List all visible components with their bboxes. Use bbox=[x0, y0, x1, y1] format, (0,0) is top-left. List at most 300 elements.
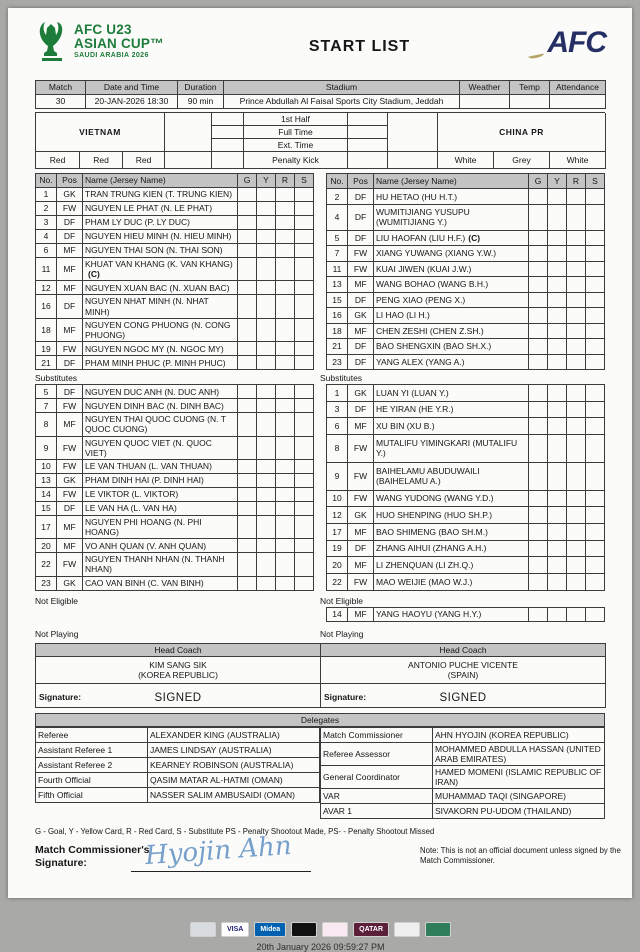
player-position: DF bbox=[57, 230, 83, 244]
cell-red bbox=[567, 339, 586, 354]
player-number: 23 bbox=[327, 354, 348, 370]
col-name: Name (Jersey Name) bbox=[374, 174, 529, 189]
player-row bbox=[36, 318, 314, 341]
player-number: 21 bbox=[327, 339, 348, 354]
player-position: MF bbox=[57, 539, 83, 553]
cell-yellow bbox=[257, 539, 276, 553]
player-name: LE VIKTOR (L. VIKTOR) bbox=[83, 487, 238, 501]
cell-goal bbox=[238, 202, 257, 216]
player-number: 15 bbox=[36, 501, 57, 515]
away-coach-country: (SPAIN) bbox=[447, 669, 479, 680]
cell-yellow bbox=[257, 459, 276, 473]
sponsor-logo bbox=[190, 922, 216, 937]
player-number: 12 bbox=[36, 281, 57, 295]
cell-yellow bbox=[257, 576, 276, 590]
cell-goal bbox=[529, 418, 548, 435]
player-number: 1 bbox=[36, 188, 57, 202]
cell-yellow bbox=[548, 292, 567, 307]
delegate-role: Fifth Official bbox=[36, 787, 148, 802]
grid-gap-left bbox=[165, 113, 212, 152]
player-number: 22 bbox=[36, 553, 57, 576]
cell-red bbox=[276, 295, 295, 318]
cell-yellow bbox=[548, 523, 567, 540]
cell-sub bbox=[295, 385, 314, 399]
cell-red bbox=[567, 540, 586, 557]
cell-goal bbox=[529, 277, 548, 292]
cell-red bbox=[567, 354, 586, 370]
player-position: FW bbox=[348, 261, 374, 276]
home-subs-table bbox=[35, 384, 314, 591]
delegate-name: MOHAMMED ABDULLA HASSAN (UNITED ARAB EMIRATES) bbox=[433, 742, 605, 765]
tournament-logo-text bbox=[74, 20, 164, 64]
signature-row bbox=[36, 683, 606, 707]
col-pos: Pos bbox=[57, 174, 83, 188]
cell-sub bbox=[295, 436, 314, 459]
player-position: GK bbox=[348, 507, 374, 524]
player-number: 5 bbox=[36, 385, 57, 399]
player-number: 1 bbox=[327, 385, 348, 402]
cell-yellow bbox=[548, 490, 567, 507]
not-playing-labels bbox=[35, 629, 605, 639]
tournament-name-line2: ASIAN CUP™ bbox=[74, 35, 164, 51]
sponsor-logo bbox=[322, 922, 348, 937]
player-name: KHUAT VAN KHANG (K. VAN KHANG)(C) bbox=[83, 258, 238, 281]
player-number: 18 bbox=[36, 318, 57, 341]
player-row bbox=[327, 261, 605, 276]
player-row bbox=[36, 487, 314, 501]
cell-goal bbox=[529, 401, 548, 418]
roster-header-row bbox=[327, 174, 605, 189]
cell-red bbox=[567, 418, 586, 435]
period-penalty-kick: Penalty Kick bbox=[244, 152, 348, 169]
player-number: 20 bbox=[327, 557, 348, 574]
cell-red bbox=[276, 413, 295, 436]
cell-red bbox=[567, 435, 586, 463]
player-number: 2 bbox=[327, 189, 348, 204]
player-name: ZHANG AIHUI (ZHANG A.H.) bbox=[374, 540, 529, 557]
grid-gap-right bbox=[388, 113, 438, 152]
player-position: MF bbox=[57, 258, 83, 281]
cell-goal bbox=[529, 540, 548, 557]
cell-yellow bbox=[257, 487, 276, 501]
cell-sub bbox=[586, 385, 605, 402]
player-number: 6 bbox=[36, 244, 57, 258]
cell-sub bbox=[586, 354, 605, 370]
cell-yellow bbox=[257, 216, 276, 230]
player-position: MF bbox=[348, 557, 374, 574]
player-row bbox=[36, 342, 314, 356]
player-number: 4 bbox=[327, 204, 348, 230]
cell-yellow bbox=[548, 204, 567, 230]
home-coach-name: KIM SANG SIK bbox=[149, 659, 207, 670]
player-number: 14 bbox=[327, 607, 348, 621]
cell-yellow bbox=[548, 354, 567, 370]
cell-sub bbox=[586, 523, 605, 540]
match-weather bbox=[460, 95, 510, 109]
cell-goal bbox=[238, 473, 257, 487]
away-kit-socks: White bbox=[550, 152, 606, 169]
cell-goal bbox=[529, 490, 548, 507]
cell-red bbox=[567, 573, 586, 590]
away-signed: SIGNED bbox=[439, 691, 487, 704]
cell-sub bbox=[295, 356, 314, 370]
player-number: 5 bbox=[327, 230, 348, 245]
delegate-name: JAMES LINDSAY (AUSTRALIA) bbox=[148, 742, 320, 757]
cell-yellow bbox=[257, 342, 276, 356]
cell-goal bbox=[238, 576, 257, 590]
player-number: 3 bbox=[36, 216, 57, 230]
player-name: BAO SHENGXIN (BAO SH.X.) bbox=[374, 339, 529, 354]
cell-goal bbox=[238, 385, 257, 399]
sponsor-strip bbox=[35, 922, 606, 937]
col-s: S bbox=[586, 174, 605, 189]
cell-yellow bbox=[548, 385, 567, 402]
col-g: G bbox=[238, 174, 257, 188]
player-name: LI HAO (LI H.) bbox=[374, 308, 529, 323]
delegate-row bbox=[36, 742, 320, 757]
cell-sub bbox=[295, 459, 314, 473]
player-name: BAIHELAMU ABUDUWAILI (BAIHELAMU A.) bbox=[374, 462, 529, 490]
player-row bbox=[36, 356, 314, 370]
cell-goal bbox=[238, 501, 257, 515]
delegate-name: SIVAKORN PU-UDOM (THAILAND) bbox=[433, 804, 605, 819]
player-row bbox=[327, 557, 605, 574]
player-position: MF bbox=[348, 607, 374, 621]
player-number: 9 bbox=[327, 462, 348, 490]
player-name: PENG XIAO (PENG X.) bbox=[374, 292, 529, 307]
cell-sub bbox=[295, 230, 314, 244]
player-row bbox=[327, 523, 605, 540]
home-score-penalty bbox=[212, 152, 244, 169]
player-name: NGUYEN QUOC VIET (N. QUOC VIET) bbox=[83, 436, 238, 459]
player-name: CHEN ZESHI (CHEN Z.SH.) bbox=[374, 323, 529, 338]
cell-red bbox=[276, 576, 295, 590]
cell-yellow bbox=[257, 385, 276, 399]
player-position: GK bbox=[348, 385, 374, 402]
cell-sub bbox=[586, 401, 605, 418]
col-no: No. bbox=[327, 174, 348, 189]
player-position: MF bbox=[57, 413, 83, 436]
cell-goal bbox=[238, 188, 257, 202]
sponsor-logo: QATAR bbox=[353, 922, 389, 937]
cell-sub bbox=[586, 462, 605, 490]
cell-sub bbox=[295, 576, 314, 590]
afc-logo-text: AFC bbox=[547, 26, 606, 59]
cell-red bbox=[567, 308, 586, 323]
away-not-eligible-label: Not Eligible bbox=[320, 595, 363, 606]
cell-sub bbox=[586, 246, 605, 261]
away-score-ext-time bbox=[348, 139, 388, 152]
cell-sub bbox=[295, 216, 314, 230]
teams-score-grid bbox=[35, 112, 605, 169]
player-number: 17 bbox=[327, 523, 348, 540]
match-attendance bbox=[550, 95, 606, 109]
cell-red bbox=[276, 385, 295, 399]
cell-yellow bbox=[548, 261, 567, 276]
cell-sub bbox=[295, 515, 314, 538]
player-number: 11 bbox=[36, 258, 57, 281]
cell-red bbox=[276, 553, 295, 576]
cell-sub bbox=[586, 435, 605, 463]
player-name: CAO VAN BINH (C. VAN BINH) bbox=[83, 576, 238, 590]
cell-sub bbox=[295, 399, 314, 413]
delegate-row bbox=[321, 804, 605, 819]
player-number: 15 bbox=[327, 292, 348, 307]
cell-red bbox=[567, 462, 586, 490]
away-kit-shirt: White bbox=[438, 152, 494, 169]
cell-yellow bbox=[548, 339, 567, 354]
player-position: DF bbox=[348, 189, 374, 204]
player-name: NGUYEN PHI HOANG (N. PHI HOANG) bbox=[83, 515, 238, 538]
cell-red bbox=[276, 244, 295, 258]
home-signature-cell bbox=[36, 683, 321, 707]
cell-red bbox=[276, 459, 295, 473]
cell-goal bbox=[238, 356, 257, 370]
match-stadium: Prince Abdullah Al Faisal Sports City Stadium, Jeddah bbox=[224, 95, 460, 109]
player-position: GK bbox=[57, 188, 83, 202]
player-row bbox=[36, 436, 314, 459]
print-timestamp: 20th January 2026 09:59:27 PM bbox=[256, 942, 385, 952]
cell-goal bbox=[238, 230, 257, 244]
cell-sub bbox=[586, 573, 605, 590]
player-name: LE VAN THUAN (L. VAN THUAN) bbox=[83, 459, 238, 473]
cell-sub bbox=[586, 292, 605, 307]
cell-goal bbox=[238, 318, 257, 341]
afc-logo-swoosh bbox=[528, 50, 545, 59]
player-position: MF bbox=[348, 323, 374, 338]
player-name: NGUYEN XUAN BAC (N. XUAN BAC) bbox=[83, 281, 238, 295]
delegate-name: AHN HYOJIN (KOREA REPUBLIC) bbox=[433, 727, 605, 742]
delegate-role: Assistant Referee 1 bbox=[36, 742, 148, 757]
cell-goal bbox=[529, 292, 548, 307]
delegate-role: Match Commissioner bbox=[321, 727, 433, 742]
sponsor-logo bbox=[394, 922, 420, 937]
home-kit-shirt: Red bbox=[36, 152, 80, 169]
cell-yellow bbox=[257, 399, 276, 413]
player-position: GK bbox=[348, 308, 374, 323]
player-name: NGUYEN HIEU MINH (N. HIEU MINH) bbox=[83, 230, 238, 244]
period-1st-half: 1st Half bbox=[244, 113, 348, 126]
player-position: DF bbox=[57, 295, 83, 318]
home-score-1st-half bbox=[212, 113, 244, 126]
cell-yellow bbox=[257, 188, 276, 202]
match-temp bbox=[510, 95, 550, 109]
delegates-header: Delegates bbox=[35, 713, 605, 727]
cell-red bbox=[276, 473, 295, 487]
page-title: START LIST bbox=[308, 38, 411, 55]
player-row bbox=[327, 490, 605, 507]
player-position: FW bbox=[57, 342, 83, 356]
cell-red bbox=[567, 323, 586, 338]
player-name: MAO WEIJIE (MAO W.J.) bbox=[374, 573, 529, 590]
cell-red bbox=[276, 501, 295, 515]
player-name: LI ZHENQUAN (LI ZH.Q.) bbox=[374, 557, 529, 574]
cell-goal bbox=[529, 189, 548, 204]
player-row bbox=[327, 385, 605, 402]
player-position: FW bbox=[348, 435, 374, 463]
player-position: DF bbox=[57, 356, 83, 370]
cell-goal bbox=[238, 342, 257, 356]
cell-sub bbox=[295, 188, 314, 202]
delegate-role: VAR bbox=[321, 789, 433, 804]
sponsor-logo: Midea bbox=[254, 922, 286, 937]
cell-red bbox=[276, 356, 295, 370]
player-row bbox=[327, 323, 605, 338]
col-y: Y bbox=[548, 174, 567, 189]
player-row bbox=[327, 540, 605, 557]
col-attendance: Attendance bbox=[550, 81, 606, 95]
cell-yellow bbox=[257, 413, 276, 436]
player-number: 3 bbox=[327, 401, 348, 418]
player-number: 12 bbox=[327, 507, 348, 524]
player-number: 2 bbox=[36, 202, 57, 216]
roster-header-row bbox=[36, 174, 314, 188]
sponsor-logo: VISA bbox=[221, 922, 249, 937]
cell-goal bbox=[529, 246, 548, 261]
delegate-row bbox=[321, 765, 605, 788]
player-position: DF bbox=[348, 540, 374, 557]
player-row bbox=[36, 473, 314, 487]
cell-goal bbox=[529, 308, 548, 323]
player-number: 21 bbox=[36, 356, 57, 370]
cell-red bbox=[567, 292, 586, 307]
cell-yellow bbox=[548, 277, 567, 292]
col-stadium: Stadium bbox=[224, 81, 460, 95]
away-head-coach-header: Head Coach bbox=[321, 643, 606, 656]
cell-red bbox=[567, 204, 586, 230]
cell-yellow bbox=[548, 246, 567, 261]
cell-goal bbox=[529, 435, 548, 463]
player-name: PHAM DINH HAI (P. DINH HAI) bbox=[83, 473, 238, 487]
col-no: No. bbox=[36, 174, 57, 188]
player-row bbox=[36, 413, 314, 436]
delegate-role: Assistant Referee 2 bbox=[36, 757, 148, 772]
player-row bbox=[327, 607, 605, 621]
legend-text: G - Goal, Y - Yellow Card, R - Red Card, S - Substitute PS - Penalty Shootout Made, PS- - Penalty Shootout Missed bbox=[35, 827, 435, 837]
not-eligible-band bbox=[35, 607, 605, 622]
player-name: NGUYEN THAI SON (N. THAI SON) bbox=[83, 244, 238, 258]
tournament-name-line1: AFC U23 bbox=[74, 22, 132, 37]
home-score-full-time bbox=[212, 126, 244, 139]
player-row bbox=[327, 401, 605, 418]
player-row bbox=[327, 189, 605, 204]
delegate-row bbox=[36, 772, 320, 787]
player-name: YANG ALEX (YANG A.) bbox=[374, 354, 529, 370]
away-team-name: CHINA PR bbox=[438, 113, 606, 152]
cell-red bbox=[276, 487, 295, 501]
player-number: 10 bbox=[327, 490, 348, 507]
player-row bbox=[327, 277, 605, 292]
home-head-coach bbox=[36, 656, 321, 683]
cell-goal bbox=[529, 507, 548, 524]
period-ext-time: Ext. Time bbox=[244, 139, 348, 152]
cell-goal bbox=[238, 244, 257, 258]
col-r: R bbox=[567, 174, 586, 189]
player-number: 14 bbox=[36, 487, 57, 501]
away-substitutes-label: Substitutes bbox=[320, 373, 363, 384]
player-name: NGUYEN NHAT MINH (N. NHAT MINH) bbox=[83, 295, 238, 318]
sponsor-logo bbox=[291, 922, 317, 937]
cell-red bbox=[276, 515, 295, 538]
cell-yellow bbox=[548, 308, 567, 323]
delegates-body bbox=[35, 727, 605, 820]
cell-sub bbox=[586, 230, 605, 245]
player-position: FW bbox=[348, 462, 374, 490]
cell-sub bbox=[586, 540, 605, 557]
cell-sub bbox=[586, 607, 605, 621]
cell-goal bbox=[238, 515, 257, 538]
match-info-value-row bbox=[36, 95, 606, 109]
away-signature-cell bbox=[321, 683, 606, 707]
grid-blank-right bbox=[388, 152, 438, 169]
cell-goal bbox=[529, 261, 548, 276]
player-number: 7 bbox=[327, 246, 348, 261]
cell-red bbox=[567, 230, 586, 245]
player-position: DF bbox=[348, 292, 374, 307]
player-position: GK bbox=[57, 473, 83, 487]
player-position: MF bbox=[57, 515, 83, 538]
player-name: PHAM LY DUC (P. LY DUC) bbox=[83, 216, 238, 230]
cell-red bbox=[567, 523, 586, 540]
cell-sub bbox=[295, 342, 314, 356]
delegate-name: HAMED MOMENI (ISLAMIC REPUBLIC OF IRAN) bbox=[433, 765, 605, 788]
cell-sub bbox=[586, 261, 605, 276]
cell-sub bbox=[295, 473, 314, 487]
away-score-1st-half bbox=[348, 113, 388, 126]
cell-goal bbox=[529, 557, 548, 574]
player-name: TRAN TRUNG KIEN (T. TRUNG KIEN) bbox=[83, 188, 238, 202]
cell-goal bbox=[238, 399, 257, 413]
cell-yellow bbox=[257, 553, 276, 576]
player-position: FW bbox=[57, 202, 83, 216]
delegates-left-table bbox=[35, 727, 320, 803]
away-signature-label: Signature: bbox=[324, 691, 367, 702]
cell-yellow bbox=[257, 295, 276, 318]
delegate-row bbox=[321, 742, 605, 765]
cell-sub bbox=[586, 339, 605, 354]
cell-goal bbox=[238, 295, 257, 318]
player-row bbox=[36, 258, 314, 281]
player-row bbox=[327, 435, 605, 463]
player-number: 22 bbox=[327, 573, 348, 590]
cell-sub bbox=[295, 413, 314, 436]
player-row bbox=[327, 308, 605, 323]
signature-line bbox=[131, 871, 311, 872]
match-duration: 90 min bbox=[178, 95, 224, 109]
afc-logo bbox=[506, 20, 606, 60]
player-name: VO ANH QUAN (V. ANH QUAN) bbox=[83, 539, 238, 553]
cell-goal bbox=[238, 553, 257, 576]
head-coach-header-row bbox=[36, 643, 606, 656]
delegate-name: MUHAMMAD TAQI (SINGAPORE) bbox=[433, 789, 605, 804]
cell-yellow bbox=[548, 462, 567, 490]
player-number: 16 bbox=[327, 308, 348, 323]
player-name: BAO SHIMENG (BAO SH.M.) bbox=[374, 523, 529, 540]
cell-goal bbox=[238, 413, 257, 436]
player-number: 9 bbox=[36, 436, 57, 459]
cell-red bbox=[276, 436, 295, 459]
cell-goal bbox=[238, 487, 257, 501]
player-number: 8 bbox=[36, 413, 57, 436]
player-row bbox=[327, 573, 605, 590]
player-row bbox=[327, 339, 605, 354]
player-name: LUAN YI (LUAN Y.) bbox=[374, 385, 529, 402]
delegates-right-table bbox=[320, 727, 605, 820]
player-row bbox=[327, 246, 605, 261]
player-position: MF bbox=[57, 281, 83, 295]
home-kit-socks: Red bbox=[123, 152, 165, 169]
home-not-eligible-label: Not Eligible bbox=[35, 595, 78, 606]
